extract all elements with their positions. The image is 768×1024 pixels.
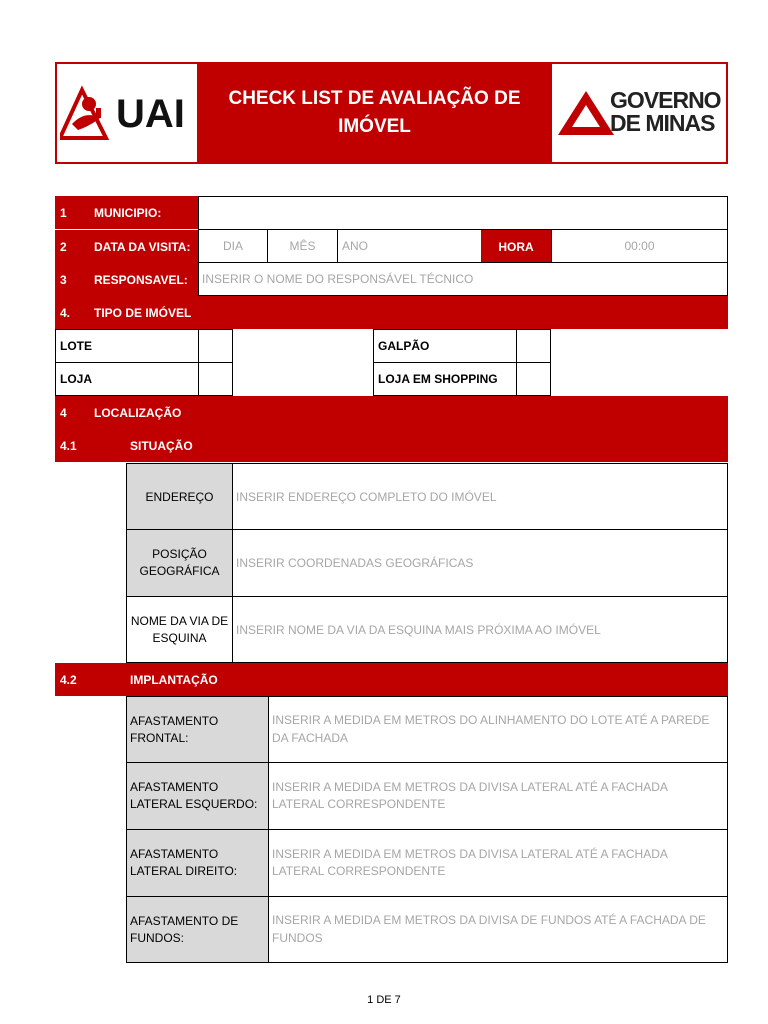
day-field[interactable]: DIA: [198, 229, 268, 263]
uai-logo: [60, 82, 195, 148]
endereco-field[interactable]: INSERIR ENDEREÇO COMPLETO DO IMÓVEL: [232, 463, 728, 530]
gov-logo-line1: GOVERNO: [610, 87, 721, 113]
option-loja-shopping-label: LOJA EM SHOPPING: [373, 362, 517, 396]
endereco-label: ENDEREÇO: [126, 463, 233, 530]
data-visita-label: DATA DA VISITA:: [90, 230, 198, 263]
afastamento-lateral-direito-label: AFASTAMENTO LATERAL DIREITO:: [126, 829, 269, 897]
section-2-number: 2: [55, 230, 90, 263]
implantacao-number: 4.2: [55, 663, 126, 696]
month-field[interactable]: MÊS: [267, 229, 338, 263]
via-esquina-field[interactable]: INSERIR NOME DA VIA DA ESQUINA MAIS PRÓXIMA AO IMÓVEL: [232, 596, 728, 663]
tipo-imovel-label: TIPO DE IMÓVEL: [90, 296, 728, 329]
afastamento-frontal-field[interactable]: INSERIR A MEDIDA EM METROS DO ALINHAMENTO DO LOTE ATÉ A PAREDE DA FACHADA: [268, 696, 728, 763]
afastamento-lateral-esquerdo-field[interactable]: INSERIR A MEDIDA EM METROS DA DIVISA LATERAL ATÉ A FACHADA LATERAL CORRESPONDENTE: [268, 762, 728, 830]
afastamento-fundos-label: AFASTAMENTO DE FUNDOS:: [126, 896, 269, 963]
page-title: CHECK LIST DE AVALIAÇÃO DE IMÓVEL: [197, 62, 552, 164]
situacao-number: 4.1: [55, 429, 126, 462]
afastamento-frontal-label: AFASTAMENTO FRONTAL:: [126, 696, 269, 763]
option-galpao-label: GALPÃO: [373, 329, 517, 363]
posicao-geografica-label: POSIÇÃO GEOGRÁFICA: [126, 529, 233, 597]
uai-logo-text: UAI: [116, 92, 185, 136]
option-galpao-checkbox[interactable]: [516, 329, 551, 363]
page-number: 1 DE 7: [367, 994, 401, 1006]
section-3-number: 3: [55, 263, 90, 296]
situacao-label: SITUAÇÃO: [126, 429, 728, 462]
afastamento-lateral-esquerdo-label: AFASTAMENTO LATERAL ESQUERDO:: [126, 762, 269, 830]
implantacao-label: IMPLANTAÇÃO: [126, 663, 728, 696]
hora-label: HORA: [481, 230, 551, 263]
gov-triangle-icon: [556, 89, 618, 139]
posicao-geografica-field[interactable]: INSERIR COORDENADAS GEOGRÁFICAS: [232, 529, 728, 597]
localizacao-label: LOCALIZAÇÃO: [90, 396, 728, 429]
municipio-field[interactable]: [198, 196, 728, 230]
gov-logo-line2: DE MINAS: [610, 110, 715, 136]
section-4-localizacao-number: 4: [55, 396, 90, 429]
responsavel-field[interactable]: INSERIR O NOME DO RESPONSÁVEL TÉCNICO: [198, 262, 728, 296]
option-lote-checkbox[interactable]: [198, 329, 233, 363]
option-loja-checkbox[interactable]: [198, 362, 233, 396]
option-loja-shopping-checkbox[interactable]: [516, 362, 551, 396]
governo-minas-logo: [556, 87, 721, 139]
option-loja-label: LOJA: [55, 362, 199, 396]
hour-field[interactable]: 00:00: [551, 229, 728, 263]
via-esquina-label: NOME DA VIA DE ESQUINA: [126, 596, 233, 663]
afastamento-lateral-direito-field[interactable]: INSERIR A MEDIDA EM METROS DA DIVISA LATERAL ATÉ A FACHADA LATERAL CORRESPONDENTE: [268, 829, 728, 897]
section-4-number: 4.: [55, 296, 90, 329]
year-field[interactable]: ANO: [337, 229, 482, 263]
option-lote-label: LOTE: [55, 329, 199, 363]
responsavel-label: RESPONSAVEL:: [90, 263, 198, 296]
municipio-label: MUNICIPIO:: [90, 196, 198, 229]
section-1-number: 1: [55, 196, 90, 229]
afastamento-fundos-field[interactable]: INSERIR A MEDIDA EM METROS DA DIVISA DE FUNDOS ATÉ A FACHADA DE FUNDOS: [268, 896, 728, 963]
